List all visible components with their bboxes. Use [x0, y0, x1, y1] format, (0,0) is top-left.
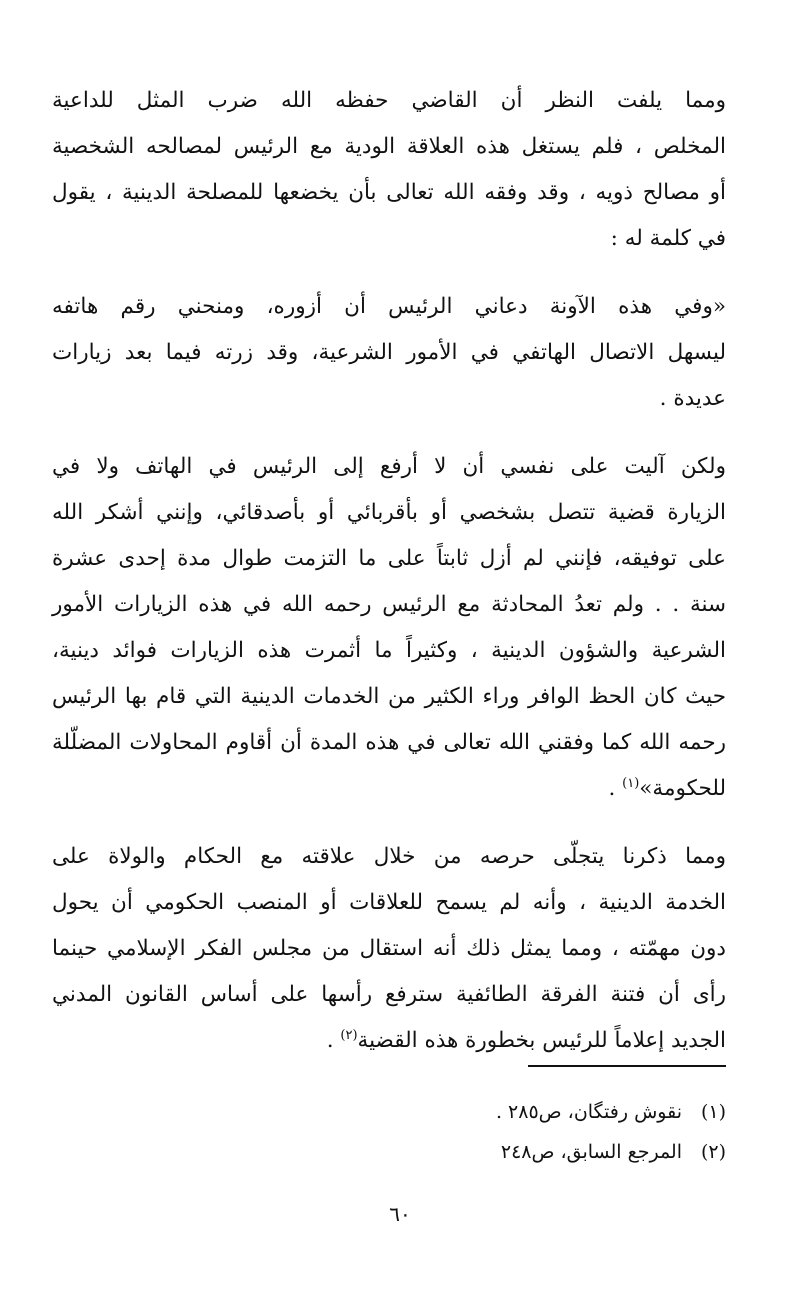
footnote-text: نقوش رفتگان، ص٢٨٥ . — [495, 1101, 682, 1123]
paragraph-gap — [52, 812, 726, 834]
paragraph-1 — [52, 78, 726, 262]
footnote-ref-2: (٢) — [340, 1027, 358, 1043]
text-line: «وفي هذه الآونة دعاني الرئيس أن أزوره، ومنحني رقم هاتفه — [52, 294, 726, 319]
text-line: في كلمة له : — [610, 226, 726, 251]
paragraph-gap — [52, 262, 726, 284]
text-line: الخدمة الدينية ، وأنه لم يسمح للعلاقات أو المنصب الحكومي أن يحول — [52, 890, 726, 915]
text-line: ومما يلفت النظر أن القاضي حفظه الله ضرب المثل للداعية — [52, 88, 726, 113]
text-fragment: . — [326, 1028, 341, 1053]
text-line: ولكن آليت على نفسي أن لا أرفع إلى الرئيس في الهاتف ولا في — [52, 454, 726, 479]
text-line-with-footnote — [52, 1018, 726, 1064]
text-fragment: للحكومة» — [639, 776, 726, 801]
text-line-with-footnote — [52, 766, 726, 812]
text-fragment: . — [608, 776, 623, 801]
page-body — [52, 78, 726, 1064]
footnote-divider — [528, 1065, 726, 1067]
footnote-1 — [300, 1092, 726, 1132]
footnote-number: (١) — [700, 1101, 726, 1123]
text-line: دون مهمّته ، ومما يمثل ذلك أنه استقال من مجلس الفكر الإسلامي حينما — [52, 936, 726, 961]
text-fragment: الجديد إعلاماً للرئيس بخطورة هذه القضية — [357, 1028, 726, 1053]
footnote-text: المرجع السابق، ص٢٤٨ — [500, 1141, 682, 1163]
text-line: حيث كان الحظ الوافر وراء الكثير من الخدمات الدينية التي قام بها الرئيس — [52, 684, 726, 709]
paragraph-4 — [52, 834, 726, 1064]
text-line: الشرعية والشؤون الدينية ، وكثيراً ما أثمرت هذه الزيارات فوائد دينية، — [52, 638, 726, 663]
page-number: ٦٠ — [389, 1202, 411, 1226]
text-line: المخلص ، فلم يستغل هذه العلاقة الودية مع الرئيس لمصالحه الشخصية — [52, 134, 726, 159]
text-line: رأى أن فتنة الفرقة الطائفية سترفع رأسها على أساس القانون المدني — [52, 982, 726, 1007]
text-line: ليسهل الاتصال الهاتفي في الأمور الشرعية، وقد زرته فيما بعد زيارات — [52, 340, 726, 365]
text-line: الزيارة قضية تتصل بشخصي أو بأقربائي أو بأصدقائي، وإنني أشكر الله — [52, 500, 726, 525]
footnote-ref-1: (١) — [622, 775, 640, 791]
text-line: رحمه الله كما وفقني الله تعالى في هذه المدة أن أقاوم المحاولات المضلّلة — [52, 730, 726, 755]
paragraph-3-quote — [52, 444, 726, 812]
footnote-2 — [300, 1132, 726, 1172]
text-line: على توفيقه، فإنني لم أزل ثابتاً على ما التزمت طوال مدة إحدى عشرة — [52, 546, 726, 571]
text-line: سنة . . ولم تعدُ المحادثة مع الرئيس رحمه الله في هذه الزيارات الأمور — [52, 592, 726, 617]
footnotes — [300, 1092, 726, 1172]
paragraph-2-quote — [52, 284, 726, 422]
paragraph-gap — [52, 422, 726, 444]
text-line: أو مصالح ذويه ، وقد وفقه الله تعالى بأن يخضعها للمصلحة الدينية ، يقول — [52, 180, 726, 205]
text-line: عديدة . — [659, 386, 726, 411]
text-line: ومما ذكرنا يتجلّى حرصه من خلال علاقته مع الحكام والولاة على — [52, 844, 726, 869]
footnote-number: (٢) — [700, 1141, 726, 1163]
